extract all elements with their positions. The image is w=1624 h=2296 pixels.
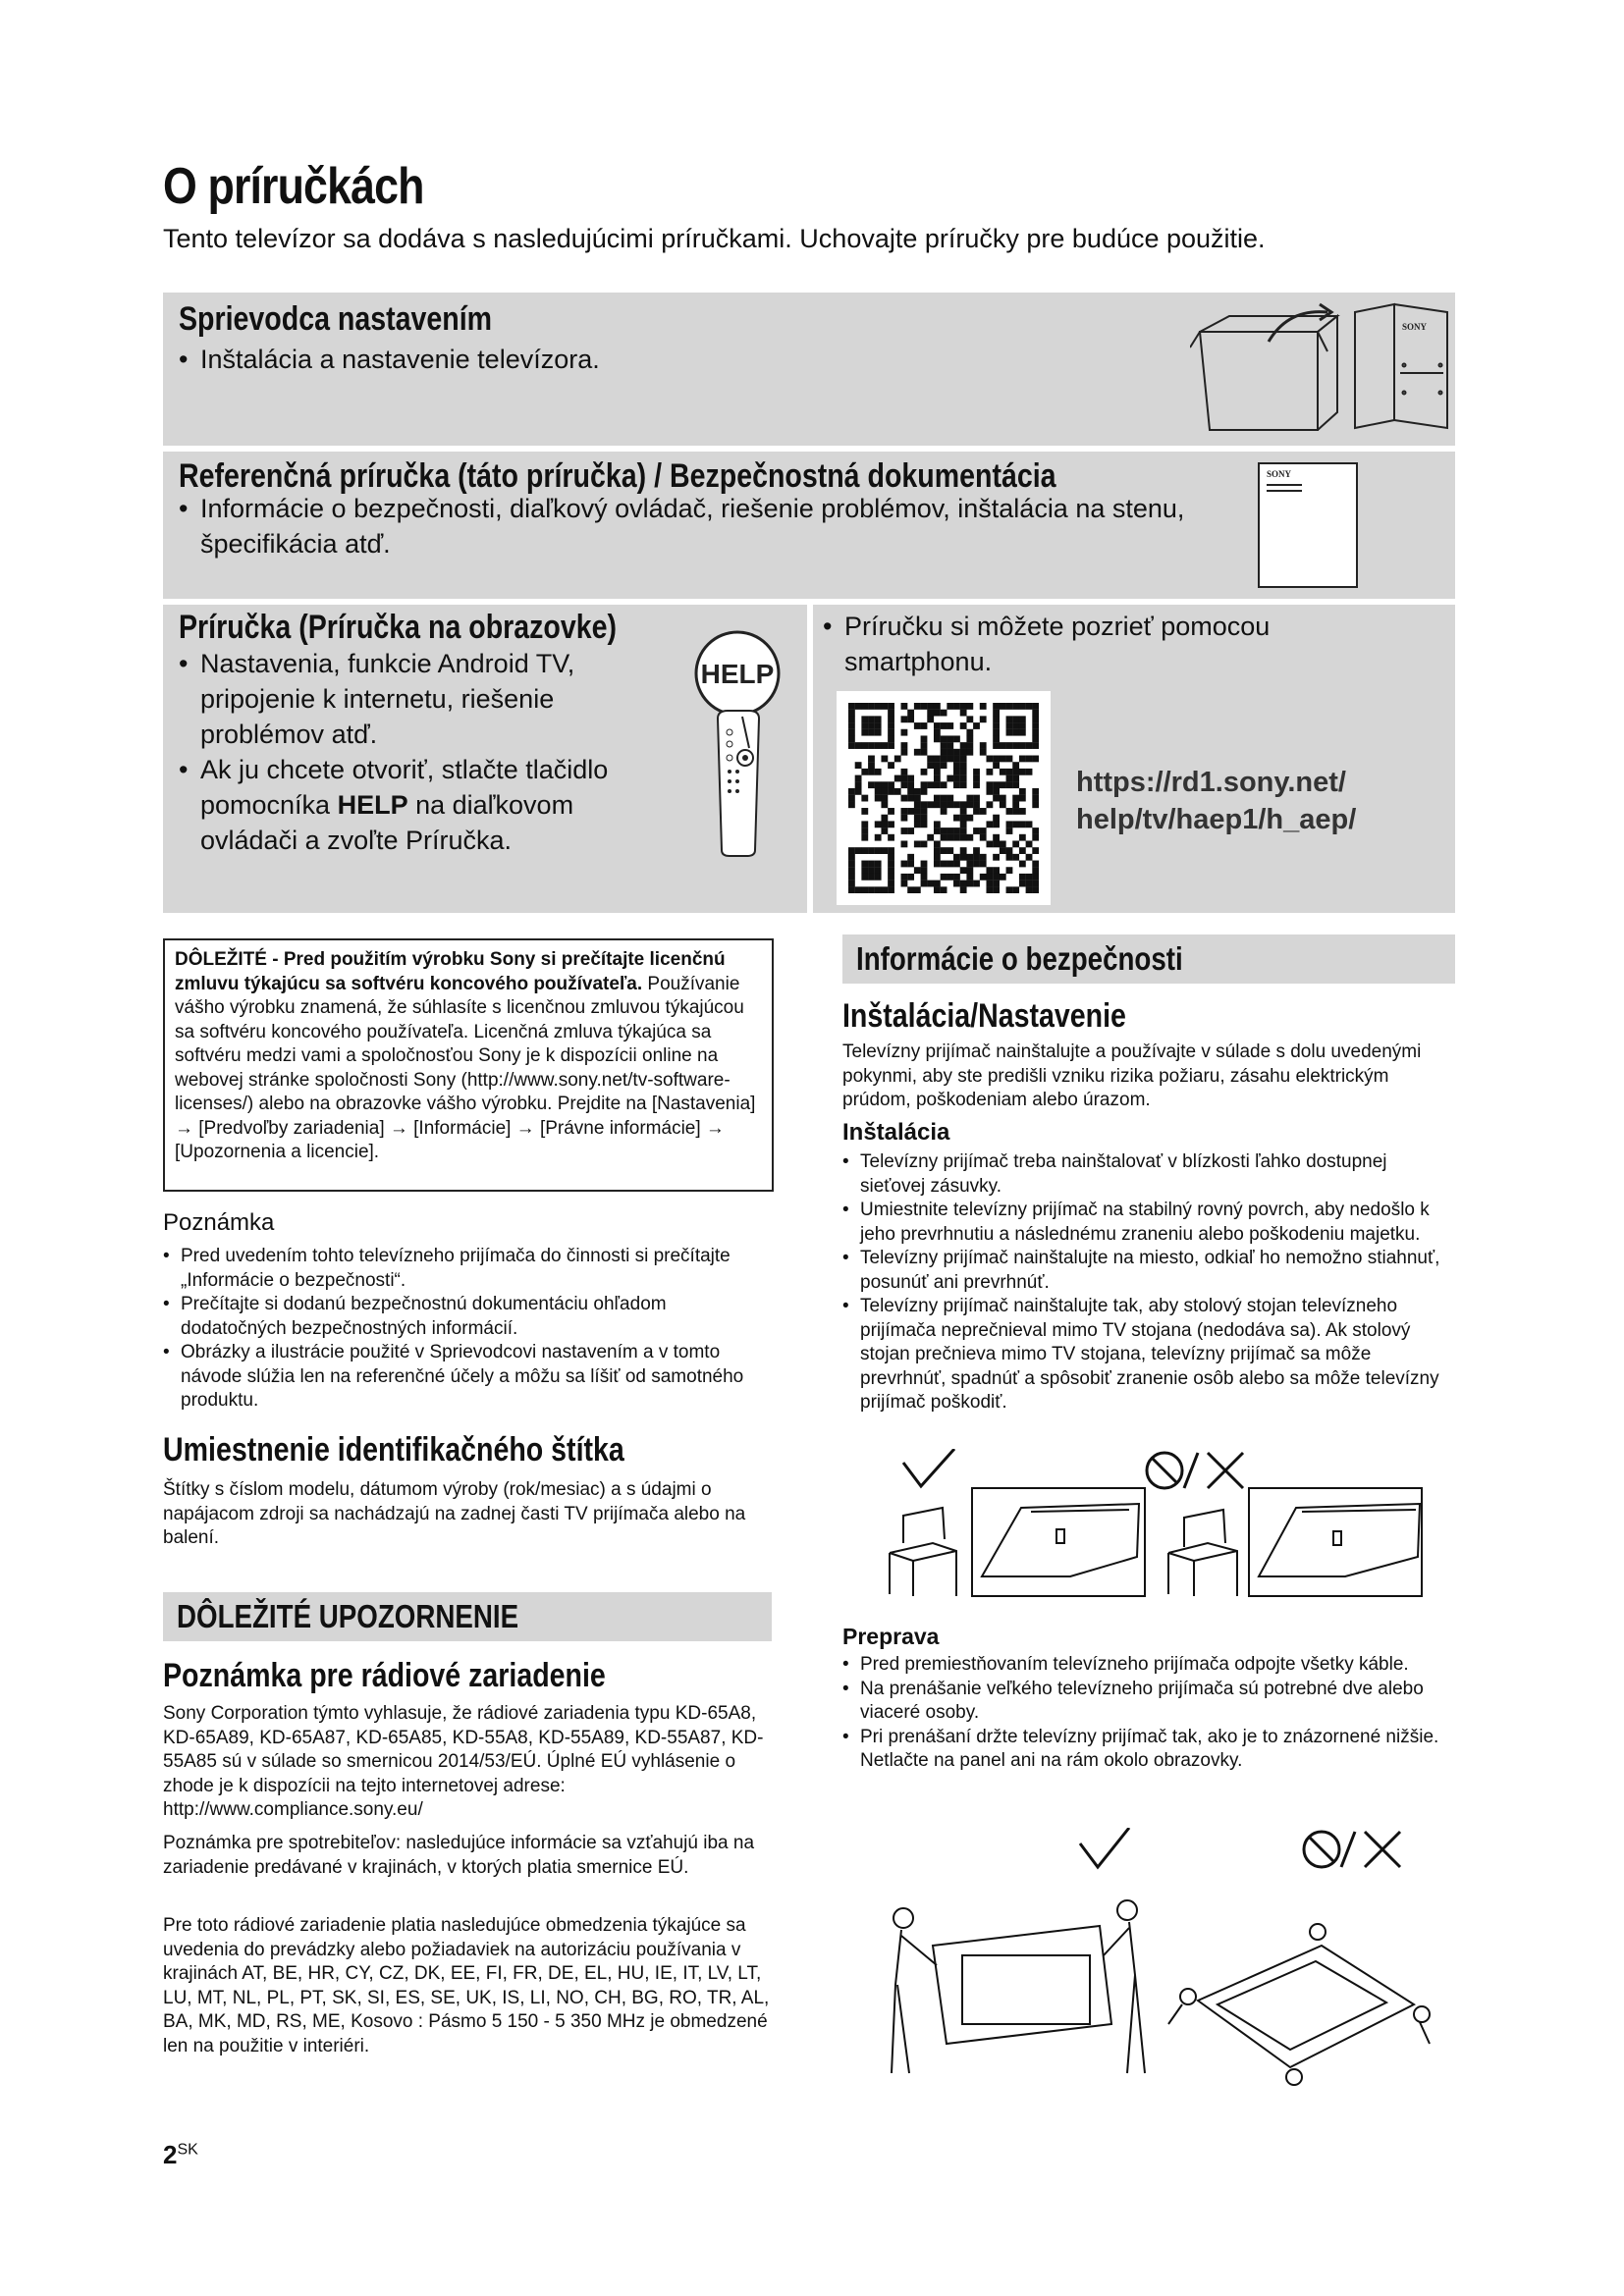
doc-logo: SONY	[1267, 469, 1292, 479]
help-badge: HELP	[700, 659, 775, 689]
installation-item: • Umiestnite televízny prijímač na stabilný rovný povrch, aby nedošlo k jeho prevrhnutiu a následnému zraneniu alebo poškodeniu majetku.	[842, 1199, 1451, 1247]
help-guide-box	[163, 605, 807, 913]
installation-item: • Televízny prijímač nainštalujte tak, aby stolový stojan televízneho prijímača neprečnieval mimo TV stojana (nedodáva sa). Ak stolový stojan prečnieva mimo TV stojana, televízny prijímač sa môže prevrhnúť, spadnúť a spôsobiť zranenie osôb alebo sa môže televízny prijímač poškodiť.	[842, 1295, 1451, 1415]
help-guide-bullet-2: • Ak ju chcete otvoriť, stlačte tlačidlo pomocníka HELP na diaľkovom ovládači a zvoľte Príručka.	[177, 752, 648, 858]
checkmark-icon	[903, 1449, 954, 1486]
transport-heading: Preprava	[842, 1624, 940, 1649]
eula-notice-box	[163, 938, 774, 1192]
smartphone-bullet: • Príručku si môžete pozrieť pomocou smartphonu.	[821, 609, 1331, 679]
note-heading: Poznámka	[163, 1209, 275, 1236]
transport-list	[842, 1653, 1451, 1774]
page-number: $2^{SK}$	[163, 2140, 198, 2169]
transport-item: • Pri prenášaní držte televízny prijímač tak, ako je to znázornené nižšie. Netlačte na panel ani na rám okolo obrazovky.	[842, 1726, 1451, 1774]
eula-bold-text: DÔLEŽITÉ - Pred použitím výrobku Sony si prečítajte licenčnú zmluvu týkajúcu sa softvéru koncového používateľa.	[175, 949, 726, 994]
setup-guide-text	[177, 342, 1060, 377]
installation-setup-heading: Inštalácia/Nastavenie	[842, 997, 1126, 1035]
installation-item: • Televízny prijímač treba nainštalovať v blízkosti ľahko dostupnej sieťovej zásuvky.	[842, 1150, 1451, 1199]
important-notice-band-label: DÔLEŽITÉ UPOZORNENIE	[177, 1598, 519, 1634]
safety-band-label: Informácie o bezpečnosti	[856, 940, 1183, 977]
reference-doc-illustration	[1255, 461, 1363, 591]
installation-item: • Televízny prijímač nainštalujte na miesto, odkiaľ ho nemožno stiahnuť, posunúť ani prevrhnúť.	[842, 1247, 1451, 1295]
help-guide-text	[177, 646, 648, 858]
page-title: O príručkách	[163, 158, 424, 215]
checkmark-icon	[1080, 1828, 1129, 1867]
smartphone-box	[813, 605, 1455, 913]
safety-band	[842, 934, 1455, 984]
carrying-tv-illustration	[884, 1828, 1434, 2112]
remote-control-illustration	[688, 622, 786, 858]
help-guide-heading: Príručka (Príručka na obrazovke)	[179, 609, 618, 646]
radio-equipment-p3: Pre toto rádiové zariadenie platia nasledujúce obmedzenia týkajúce sa uvedenia do prevádzky alebo požiadaviek na autorizáciu používania v krajinách AT, BE, HR, CY, CZ, DK, EE, FI, FR, DE, EL, HU, IE, IT, LV, LT, LU, MT, NL, PL, PT, SK, SI, ES, SE, UK, IS, LI, NO, CH, BG, RO, TR, AL, BA, MK, MD, RS, ME, Kosovo : Pásmo 5 150 - 5 350 MHz je obmedzené len na použitie v interiéri.	[163, 1915, 770, 2056]
reference-guide-text	[177, 491, 1198, 561]
important-notice-band	[163, 1592, 772, 1641]
page-intro: Tento televízor sa dodáva s nasledujúcimi príručkami. Uchovajte príručky pre budúce použitie.	[163, 224, 1266, 253]
qr-code-pattern	[848, 703, 1039, 893]
label-location-heading: Umiestnenie identifikačného štítka	[163, 1431, 624, 1468]
tv-box-illustration	[1190, 302, 1455, 440]
smartphone-text	[821, 609, 1331, 679]
radio-equipment-p1: Sony Corporation týmto vyhlasuje, že rádiové zariadenia typu KD-65A8, KD-65A89, KD-65A87, KD-65A85, KD-55A8, KD-55A89, KD-55A87, KD-55A85 sú v súlade so smernicou 2014/53/EÚ. Úplné EÚ vyhlásenie o zhode je k dispozícii na tejto internetovej adrese: http://www.compliance.sony.eu/	[163, 1703, 764, 1820]
radio-equipment-heading: Poznámka pre rádiové zariadenie	[163, 1657, 606, 1694]
reference-guide-box	[163, 452, 1455, 599]
eula-text: Používanie vášho výrobku znamená, že súhlasíte s licenčnou zmluvou týkajúcou sa softvéru koncového používateľa. Licenčná zmluva týkajúca sa softvéru medzi vami a spoločnosťou Sony je k dispozícii online na webovej stránke spoločnosti Sony (http://www.sony.net/tv-software-licenses/) alebo na obrazovke vášho výrobku. Prejdite na [Nastavenia] → [Predvoľby zariadenia] → [Informácie] → [Právne informácie] → [Upozornenia a licencie].	[175, 973, 756, 1162]
installation-list	[842, 1150, 1451, 1415]
help-url[interactable]: https://rd1.sony.net/ help/tv/haep1/h_aep/	[1076, 767, 1357, 835]
label-location-text: Štítky s číslom modelu, dátumom výroby (rok/mesiac) a s údajmi o napájacom zdroji sa nachádzajú na zadnej časti TV prijímača alebo na balení.	[163, 1479, 746, 1548]
reference-guide-heading: Referenčná príručka (táto príručka) / Bezpečnostná dokumentácia	[179, 457, 1056, 495]
stand-placement-illustration	[874, 1449, 1434, 1606]
transport-item: • Pred premiestňovaním televízneho prijímača odpojte všetky káble.	[842, 1653, 1451, 1678]
note-item: • Pred uvedením tohto televízneho prijímača do činnosti si prečítajte „Informácie o bezpečnosti“.	[163, 1245, 762, 1293]
setup-guide-bullet: • Inštalácia a nastavenie televízora.	[177, 342, 1060, 377]
radio-equipment-p2: Poznámka pre spotrebiteľov: nasledujúce informácie sa vzťahujú iba na zariadenie predávané v krajinách, v ktorých platia smernice EÚ.	[163, 1833, 755, 1878]
setup-guide-box	[163, 293, 1455, 446]
setup-guide-heading: Sprievodca nastavením	[179, 300, 493, 338]
note-item: • Prečítajte si dodanú bezpečnostnú dokumentáciu ohľadom dodatočných bezpečnostných informácií.	[163, 1293, 762, 1341]
note-item: • Obrázky a ilustrácie použité v Sprievodcovi nastavením a v tomto návode slúžia len na referenčné účely a môžu sa líšiť od samotného produktu.	[163, 1341, 762, 1414]
qr-code[interactable]	[837, 691, 1051, 905]
box-logo: SONY	[1402, 322, 1428, 332]
help-guide-bullet-1: • Nastavenia, funkcie Android TV, pripojenie k internetu, riešenie problémov atď.	[177, 646, 648, 752]
reference-guide-bullet: • Informácie o bezpečnosti, diaľkový ovládač, riešenie problémov, inštalácia na stenu, špecifikácia atď.	[177, 491, 1198, 561]
note-list	[163, 1245, 762, 1414]
transport-item: • Na prenášanie veľkého televízneho prijímača sú potrebné dve alebo viaceré osoby.	[842, 1678, 1451, 1726]
installation-heading: Inštalácia	[842, 1119, 950, 1146]
installation-intro: Televízny prijímač nainštalujte a používajte v súlade s dolu uvedenými pokynmi, aby ste predišli vzniku rizika požiaru, zásahu elektrickým prúdom, poškodeniam alebo úrazom.	[842, 1041, 1422, 1110]
